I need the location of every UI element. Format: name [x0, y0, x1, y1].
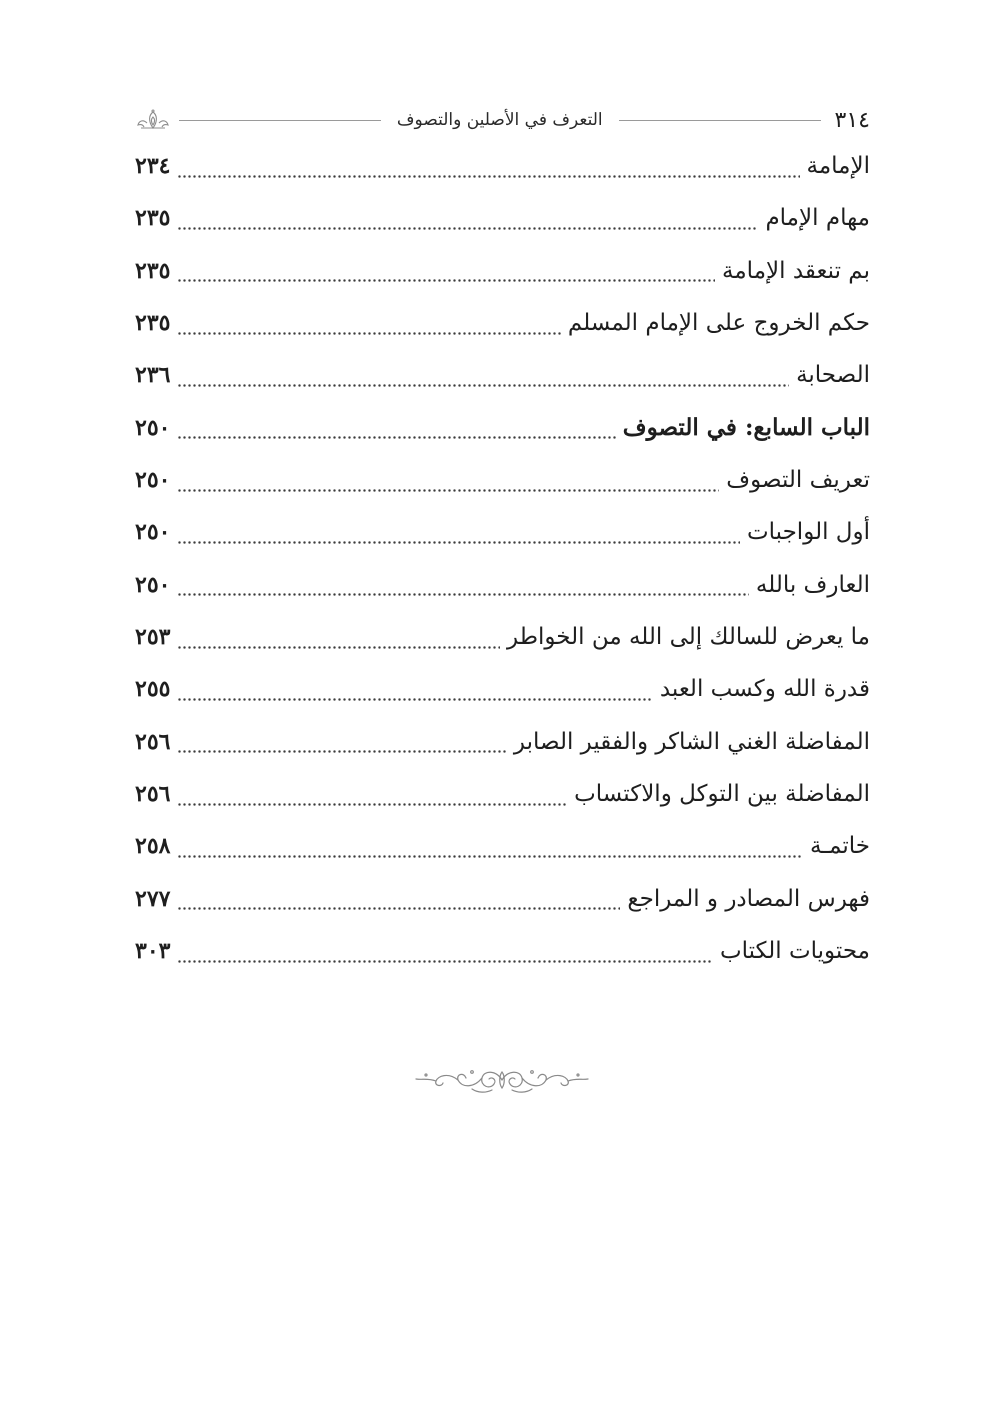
- toc-entry-page-number: ٢٣٥: [135, 310, 171, 337]
- toc-entry-title: بم تنعقد الإمامة: [722, 257, 870, 284]
- dot-leader: [177, 332, 560, 335]
- dot-leader: [177, 750, 506, 753]
- toc-entry: [135, 611, 870, 663]
- toc-entry-page-number: ٢٥٣: [135, 624, 171, 651]
- page-number: ٣١٤: [834, 107, 870, 133]
- running-title: التعرف في الأصلين والتصوف: [396, 110, 603, 130]
- dot-leader: [177, 489, 719, 492]
- header-corner-ornament-icon: [135, 109, 171, 131]
- dot-leader: [177, 227, 758, 230]
- toc-entry-page-number: ٢٥٠: [135, 519, 171, 546]
- toc-entry: [135, 349, 870, 401]
- toc-entry-page-number: ٢٧٧: [135, 885, 171, 912]
- toc-entry-title: أول الواجبات: [746, 519, 870, 546]
- toc-entry: [135, 820, 870, 872]
- dot-leader: [177, 541, 740, 544]
- dot-leader: [177, 384, 789, 387]
- toc-entry-page-number: ٢٣٦: [135, 362, 171, 389]
- dot-leader: [177, 907, 620, 910]
- toc-entry: [135, 716, 870, 768]
- toc-entry-title: قدرة الله وكسب العبد: [659, 676, 870, 703]
- toc-entry-title: الإمامة: [806, 153, 870, 179]
- dot-leader: [177, 855, 803, 858]
- toc-entry: [135, 925, 870, 977]
- toc-entry-title: المفاضلة الغني الشاكر والفقير الصابر: [513, 728, 870, 755]
- toc-entry-page-number: ٢٥٥: [135, 676, 171, 703]
- toc-entry-page-number: ٢٥٠: [135, 571, 171, 598]
- toc-entry: [135, 245, 870, 297]
- toc-entry-title: فهرس المصادر و المراجع: [627, 885, 870, 912]
- dot-leader: [177, 646, 500, 649]
- toc-entry: [135, 402, 870, 454]
- toc-entry-page-number: ٢٥٦: [135, 728, 171, 755]
- toc-entry-title: مهام الإمام: [765, 205, 870, 232]
- toc-entry-page-number: ٣٠٣: [135, 938, 171, 965]
- dot-leader: [177, 436, 615, 439]
- toc-entry: [135, 297, 870, 349]
- dot-leader: [177, 175, 799, 178]
- toc-entry-page-number: ٢٥٠: [135, 467, 171, 494]
- toc-entry-title: العارف بالله: [755, 571, 870, 598]
- toc-entry-page-number: ٢٣٥: [135, 257, 171, 284]
- closing-flourish-icon: [412, 1062, 592, 1098]
- table-of-contents: [135, 140, 870, 978]
- toc-entry-page-number: ٢٣٤: [135, 153, 171, 179]
- toc-entry: [135, 454, 870, 506]
- toc-entry: [135, 140, 870, 192]
- dot-leader: [177, 698, 652, 701]
- toc-entry: [135, 506, 870, 558]
- page-header: [135, 100, 870, 140]
- toc-entry: [135, 559, 870, 611]
- toc-entry-title: حكم الخروج على الإمام المسلم: [567, 310, 870, 337]
- toc-entry: [135, 873, 870, 925]
- toc-entry: [135, 663, 870, 715]
- toc-entry-page-number: ٢٥٠: [135, 414, 171, 441]
- dot-leader: [177, 593, 748, 596]
- toc-entry-title: المفاضلة بين التوكل والاكتساب: [574, 781, 870, 808]
- dot-leader: [177, 803, 567, 806]
- toc-entry: [135, 192, 870, 244]
- toc-entry: [135, 768, 870, 820]
- header-rule-left: [179, 120, 381, 121]
- toc-entry-title: محتويات الكتاب: [719, 938, 870, 965]
- dot-leader: [177, 279, 715, 282]
- toc-entry-title: الصحابة: [796, 362, 870, 389]
- toc-entry-page-number: ٢٥٨: [135, 833, 171, 860]
- toc-entry-title: تعريف التصوف: [726, 467, 870, 494]
- header-rule-right: [619, 120, 821, 121]
- toc-entry-page-number: ٢٣٥: [135, 205, 171, 232]
- toc-entry-title: ما يعرض للسالك إلى الله من الخواطر: [507, 624, 870, 651]
- toc-entry-title: خاتمـة: [810, 833, 870, 860]
- dot-leader: [177, 960, 712, 963]
- toc-entry-page-number: ٢٥٦: [135, 781, 171, 808]
- toc-entry-title: الباب السابع: في التصوف: [622, 413, 870, 441]
